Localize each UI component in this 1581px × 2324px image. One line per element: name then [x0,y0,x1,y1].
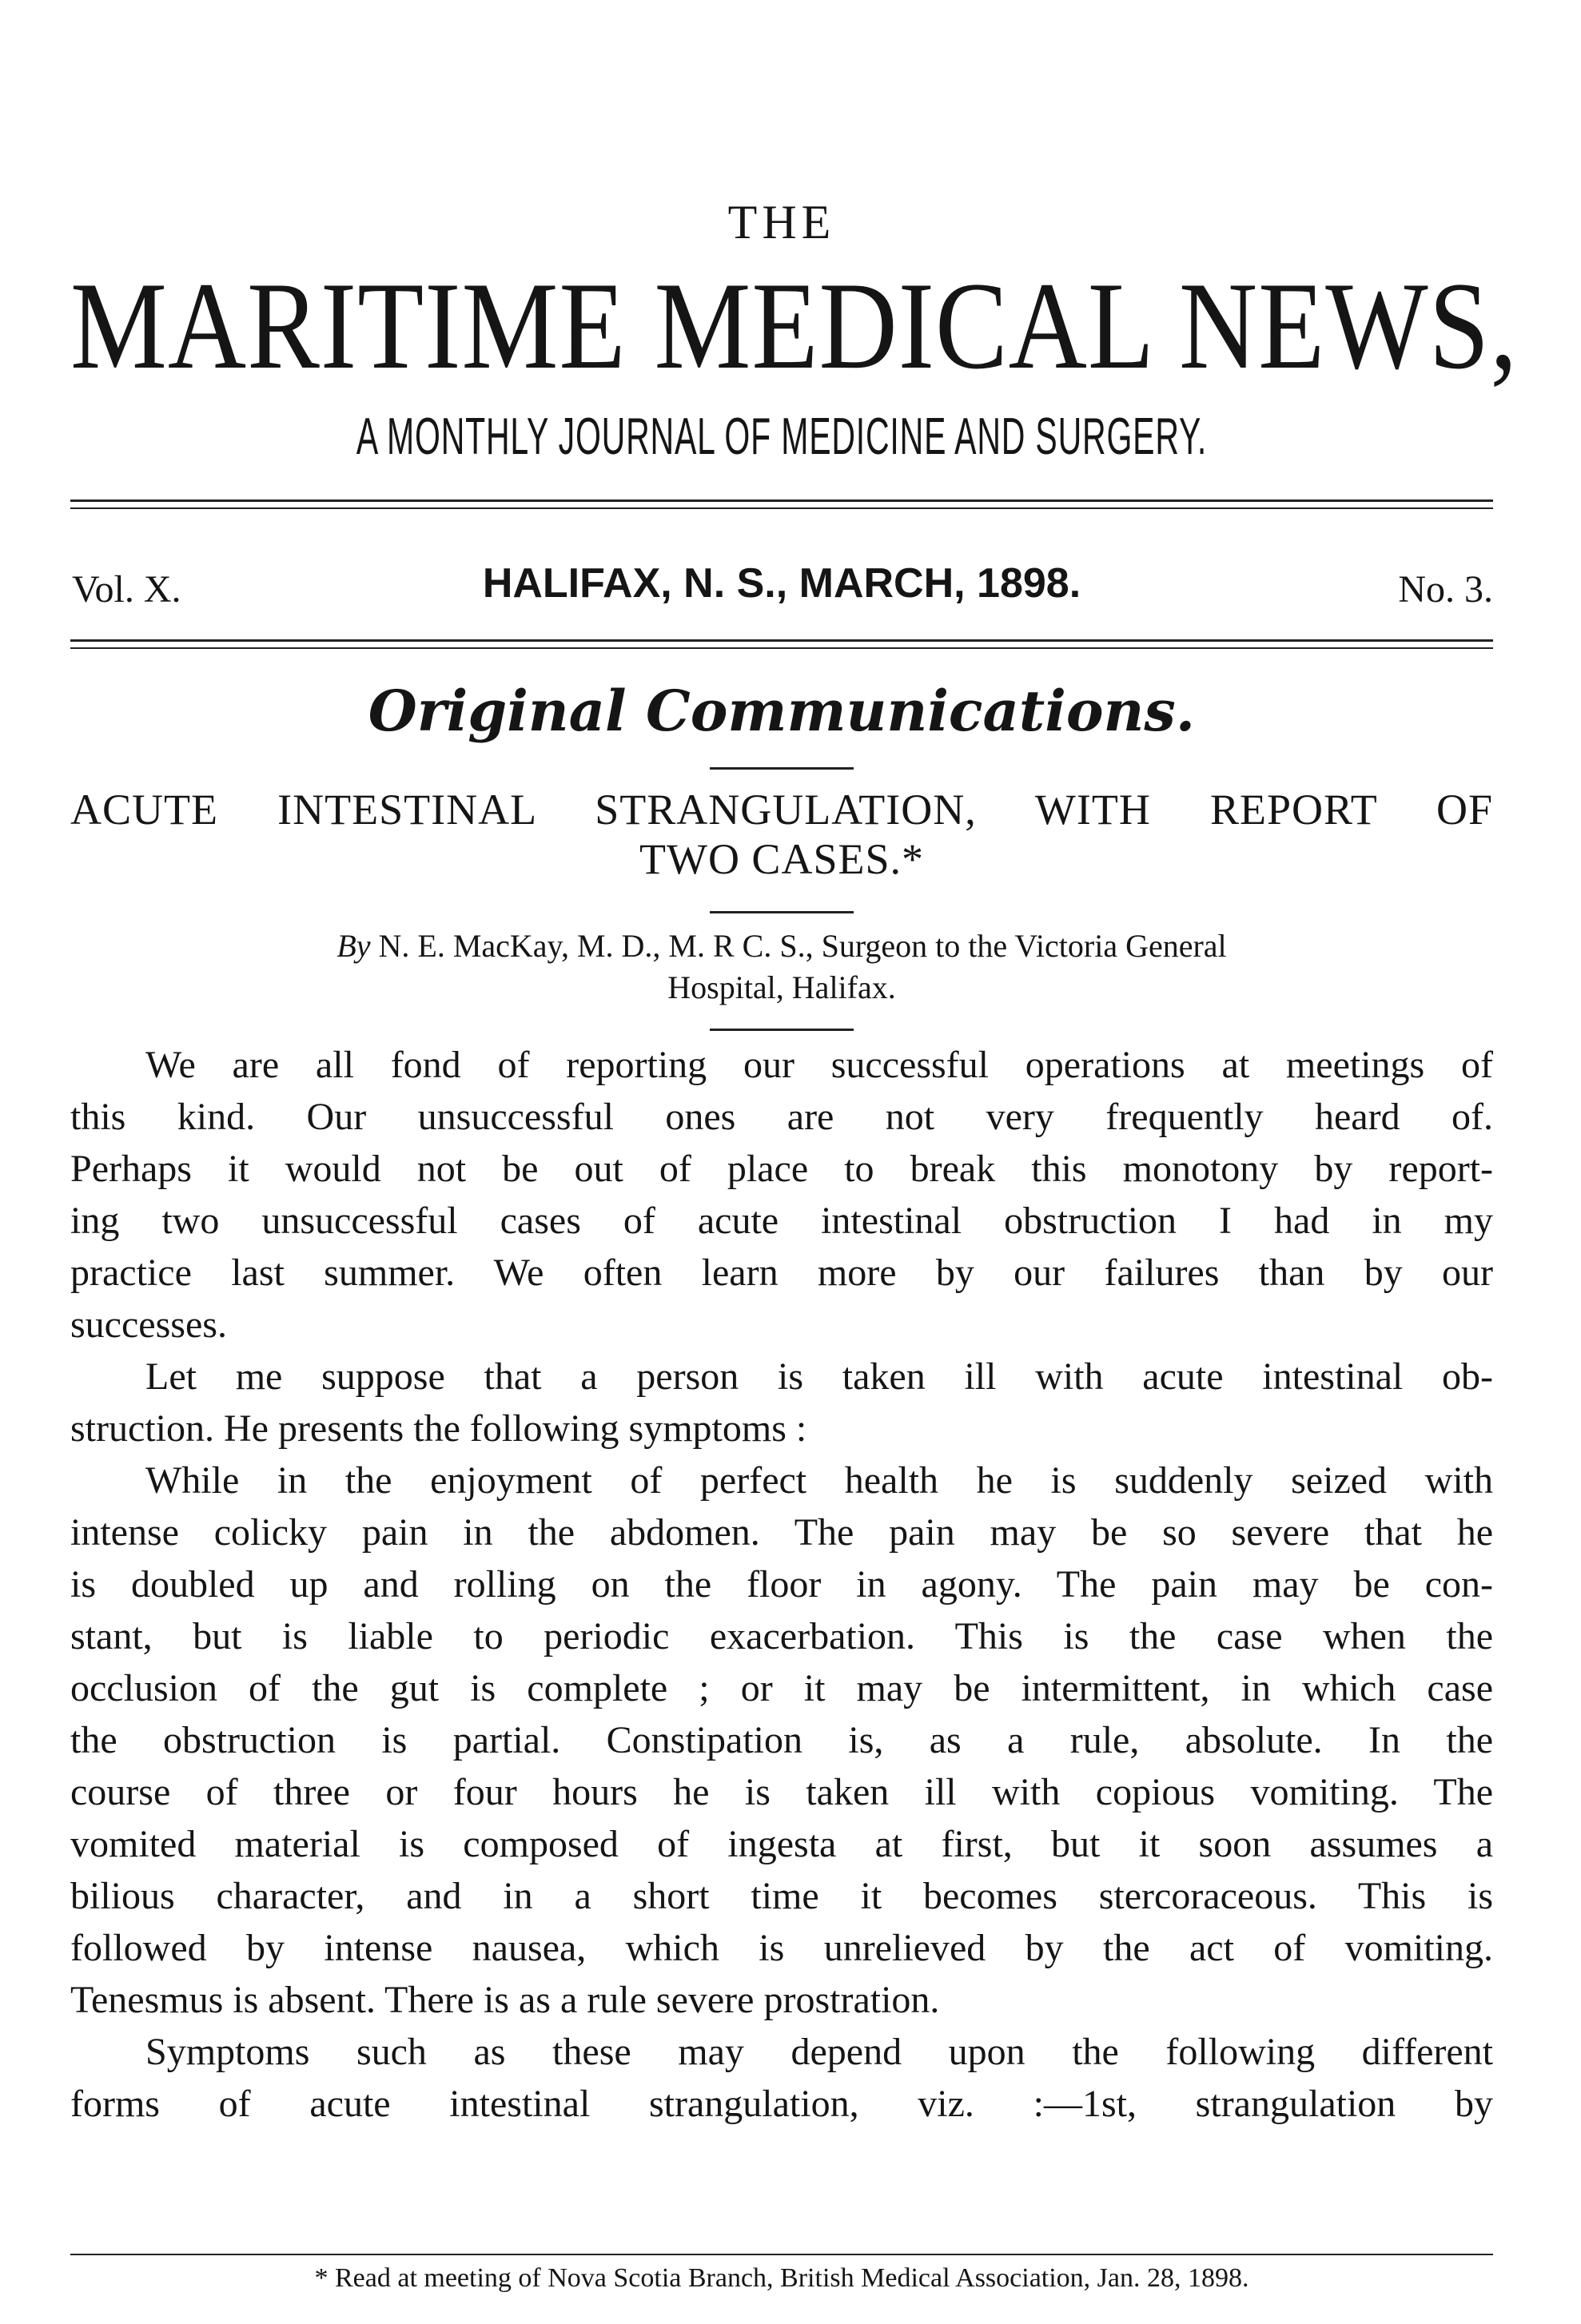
short-divider [710,767,854,770]
text-line: stant, but is liable to periodic exacerbation. This is the case when the [70,1615,1493,1657]
text-line: the obstruction is partial. Constipation is, as a rule, absolute. In the [70,1719,1493,1761]
byline-line [134,925,1429,967]
text-line: Perhaps it would not be out of place to break this monotony by report- [70,1148,1493,1190]
issue-double-rule [70,639,1493,649]
masthead-article: THE [727,196,836,249]
journal-subtitle: A MONTHLY JOURNAL OF MEDICINE AND SURGERY. [356,407,1208,466]
text-line: We are all fond of reporting our successful operations at meetings of [145,1044,1493,1086]
header-double-rule [70,499,1493,509]
text-line: this kind. Our unsuccessful ones are not very frequently heard of. [70,1096,1493,1138]
text-line: struction. He presents the following symptoms : [70,1407,807,1450]
byline-by: By [337,928,371,964]
text-line: Symptoms such as these may depend upon the following different [145,2031,1493,2073]
article-body [70,1039,1493,2130]
paragraph [70,2026,1493,2130]
footnote-rule [70,2254,1493,2255]
text-line: bilious character, and in a short time it becomes stercoraceous. This is [70,1875,1493,1917]
journal-title: MARITIME MEDICAL NEWS, [70,257,1519,396]
article-title [70,785,1493,884]
footnote: * Read at meeting of Nova Scotia Branch, British Medical Association, Jan. 28, 1898. [314,2263,1249,2293]
byline-author: N. E. MacKay, M. D., M. R C. S., Surgeon to the Victoria General [378,928,1227,964]
text-line: practice last summer. We often learn more by our failures than by our [70,1252,1493,1294]
issue-number: No. 3. [1398,568,1493,611]
paragraph [70,1454,1493,2026]
short-divider [710,911,854,913]
short-divider [710,1029,854,1031]
text-line: successes. [70,1303,227,1346]
place-and-date: HALIFAX, N. S., MARCH, 1898. [482,560,1081,607]
text-line: Let me suppose that a person is taken ill with acute intestinal ob- [145,1355,1493,1398]
text-line: is doubled up and rolling on the floor in agony. The pain may be con- [70,1563,1493,1606]
article-title-line: ACUTE INTESTINAL STRANGULATION, WITH REPORT OF [70,786,1493,834]
volume-number: Vol. X. [72,568,181,611]
text-line: vomited material is composed of ingesta at first, but it soon assumes a [70,1823,1493,1865]
text-line: occlusion of the gut is complete ; or it may be intermittent, in which case [70,1667,1493,1709]
text-line: followed by intense nausea, which is unrelieved by the act of vomiting. [70,1927,1493,1969]
article-byline [134,925,1429,1009]
journal-page [70,0,1519,2324]
text-line: Tenesmus is absent. There is as a rule severe prostration. [70,1979,940,2021]
article-title-line: TWO CASES.* [639,835,924,883]
issue-line [70,559,1493,615]
section-heading: Original Communications. [368,678,1196,744]
text-line: While in the enjoyment of perfect health he is suddenly seized with [145,1459,1493,1502]
text-line: forms of acute intestinal strangulation, viz. :—1st, strangulation by [70,2083,1493,2125]
paragraph [70,1039,1493,1351]
byline-line: Hospital, Halifax. [667,969,896,1005]
text-line: ing two unsuccessful cases of acute intestinal obstruction I had in my [70,1200,1493,1242]
text-line: course of three or four hours he is taken ill with copious vomiting. The [70,1771,1493,1813]
text-line: intense colicky pain in the abdomen. The pain may be so severe that he [70,1511,1493,1554]
paragraph [70,1351,1493,1454]
